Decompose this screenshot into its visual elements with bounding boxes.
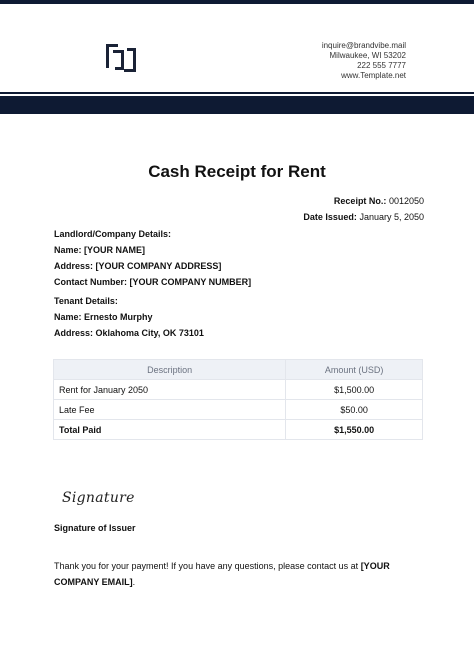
column-header-amount: Amount (USD) [286, 360, 423, 380]
date-issued [303, 209, 424, 225]
receipt-number-label: Receipt No.: [333, 196, 387, 206]
date-issued-label: Date Issued: [303, 212, 357, 222]
header [0, 4, 474, 92]
tenant-heading: Tenant Details: [54, 296, 118, 306]
total-amount: $1,550.00 [286, 420, 423, 440]
company-contact [322, 41, 406, 81]
row-amount: $50.00 [286, 400, 423, 420]
table-row [54, 380, 423, 400]
landlord-address: Address: [YOUR COMPANY ADDRESS] [54, 261, 222, 271]
table-header-row [54, 360, 423, 380]
landlord-contact: Contact Number: [YOUR COMPANY NUMBER] [54, 277, 252, 287]
signature-label: Signature of Issuer [54, 523, 136, 533]
total-row [54, 420, 423, 440]
page-title: Cash Receipt for Rent [148, 162, 326, 181]
landlord-name: Name: [YOUR NAME] [54, 245, 146, 255]
thank-you-text: Thank you for your payment! If you have any questions, please contact us at [54, 561, 361, 571]
landlord-details [54, 226, 251, 290]
signature-image: Signature [62, 490, 135, 506]
company-email: inquire@brandvibe.mail [321, 41, 406, 50]
total-label: Total Paid [54, 420, 286, 440]
thank-you-message [54, 558, 414, 590]
tenant-details [54, 293, 204, 341]
company-website: www.Template.net [341, 71, 406, 80]
receipt-number-value: 0012050 [388, 196, 424, 206]
landlord-heading: Landlord/Company Details: [54, 229, 172, 239]
row-amount: $1,500.00 [286, 380, 423, 400]
company-email-placeholder: [YOUR COMPANY EMAIL] [54, 561, 390, 587]
tenant-name: Name: Ernesto Murphy [54, 312, 153, 322]
row-description: Rent for January 2050 [54, 380, 286, 400]
receipt-number [303, 193, 424, 209]
table-row [54, 400, 423, 420]
tenant-address: Address: Oklahoma City, OK 73101 [54, 328, 204, 338]
brand-logo-icon [104, 41, 138, 75]
row-description: Late Fee [54, 400, 286, 420]
thank-you-end: . [132, 577, 136, 587]
header-band [0, 96, 474, 114]
column-header-description: Description [54, 360, 286, 380]
company-phone: 222 555 7777 [357, 61, 406, 70]
company-city: Milwaukee, WI 53202 [329, 51, 406, 60]
date-issued-value: January 5, 2050 [359, 212, 424, 222]
receipt-meta [303, 193, 424, 225]
payment-table [53, 359, 423, 440]
